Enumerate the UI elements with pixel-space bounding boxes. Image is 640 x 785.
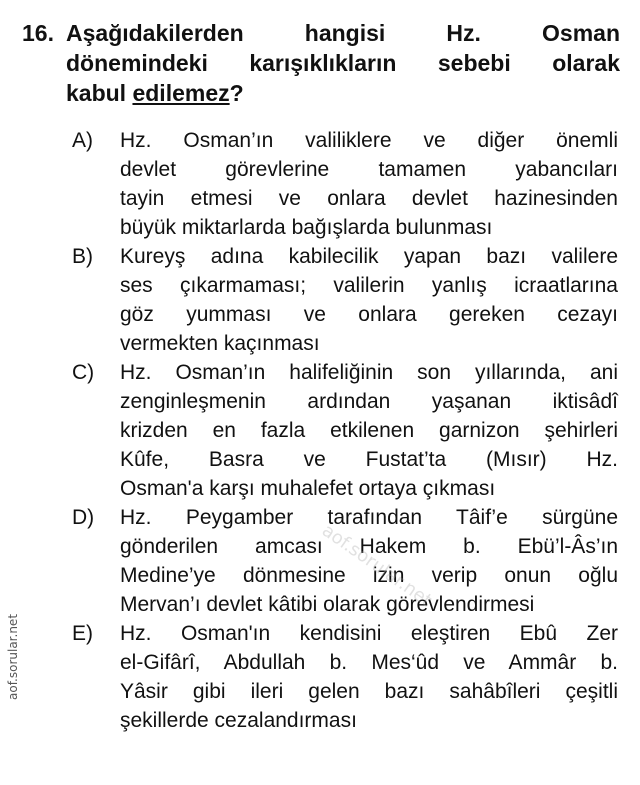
option-line: Hz. Osman’ın valiliklere ve diğer önemli xyxy=(120,129,618,152)
question-stem-line-last xyxy=(66,78,620,108)
question-stem-line: dönemindeki karışıklıkların sebebi olarak xyxy=(66,50,620,76)
option-text xyxy=(120,619,618,735)
option-line: el-Gifârî, Abdullah b. Mes‘ûd ve Ammâr b. xyxy=(120,651,618,674)
option-letter: C) xyxy=(72,361,95,384)
option-line: Kureyş adına kabilecilik yapan bazı valilere xyxy=(120,245,618,268)
option-letter: E) xyxy=(72,622,93,645)
option-line: Hz. Peygamber tarafından Tâif’e sürgüne xyxy=(120,506,618,529)
option-line: devlet görevlerine tamamen yabancıları xyxy=(120,158,618,181)
stem-prefix: kabul xyxy=(66,80,133,106)
option-line: Mervan’ı devlet kâtibi olarak görevlendirmesi xyxy=(120,593,535,616)
option-a[interactable] xyxy=(72,126,618,242)
question-stem-line: Aşağıdakilerden hangisi Hz. Osman xyxy=(66,20,620,46)
option-line: şekillerde cezalandırması xyxy=(120,709,357,732)
question-number: 16. xyxy=(22,20,54,46)
option-line: gönderilen amcası Hakem b. Ebü’l-Âs’ın xyxy=(120,535,618,558)
option-d[interactable] xyxy=(72,503,618,619)
option-text xyxy=(120,242,618,358)
option-line: büyük miktarlarda bağışlarda bulunması xyxy=(120,216,493,239)
side-watermark: aof.sorular.net xyxy=(6,613,20,700)
option-text xyxy=(120,126,618,242)
answer-options xyxy=(72,126,618,735)
option-line: tayin etmesi ve onlara devlet hazinesinden xyxy=(120,187,618,210)
option-line: Yâsir gibi ileri gelen bazı sahâbîleri çeşitli xyxy=(120,680,618,703)
center-watermark: aof.sorular.net xyxy=(317,520,436,612)
option-c[interactable] xyxy=(72,358,618,503)
option-text xyxy=(120,358,618,503)
option-line: Osman'a karşı muhalefet ortaya çıkması xyxy=(120,477,496,500)
option-letter: D) xyxy=(72,506,95,529)
option-b[interactable] xyxy=(72,242,618,358)
stem-negation-word: edilemez xyxy=(132,80,230,106)
option-line: Hz. Osman’ın halifeliğinin son yıllarında, ani xyxy=(120,361,618,384)
option-line: vermekten kaçınması xyxy=(120,332,320,355)
option-line: Hz. Osman'ın kendisini eleştiren Ebû Zer xyxy=(120,622,618,645)
option-line: Medine’ye dönmesine izin verip onun oğlu xyxy=(120,564,618,587)
stem-question-mark: ? xyxy=(229,80,244,106)
option-letter: B) xyxy=(72,245,93,268)
option-line: ses çıkarmaması; valilerin yanlış icraatlarına xyxy=(120,274,618,297)
option-line: Kûfe, Basra ve Fustat’ta (Mısır) Hz. xyxy=(120,448,618,471)
option-e[interactable] xyxy=(72,619,618,735)
option-line: krizden en fazla etkilenen garnizon şehirleri xyxy=(120,419,618,442)
option-text xyxy=(120,503,618,619)
option-letter: A) xyxy=(72,129,93,152)
option-line: zenginleşmenin ardından yaşanan iktisâdî xyxy=(120,390,618,413)
question-stem xyxy=(66,18,620,108)
option-line: göz yumması ve onlara gereken cezayı xyxy=(120,303,618,326)
